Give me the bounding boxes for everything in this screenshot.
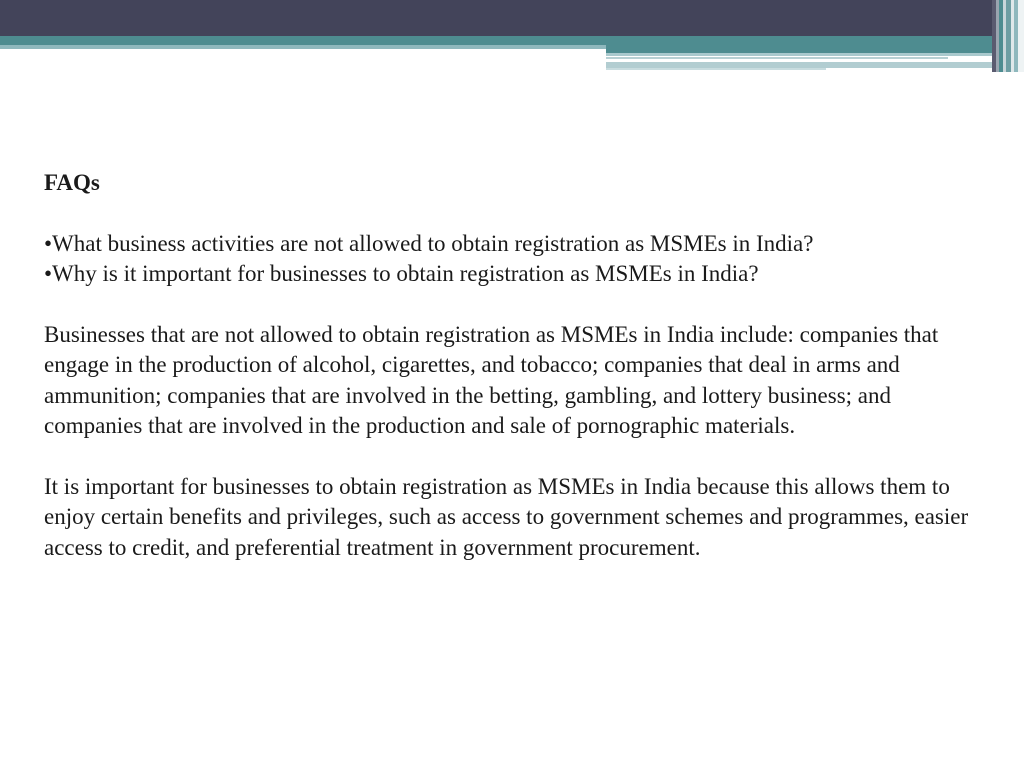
header-right-band [606,45,1024,53]
header-teal-band [0,36,1024,45]
faq-question: •What business activities are not allowed to obtain registration as MSMEs in India? [44,230,814,256]
header-thin-line [606,68,826,70]
spacer [44,442,984,472]
faq-answer: It is important for businesses to obtain registration as MSMEs in India because this allows them to enjoy certain benefits and privileges, such as access to government schemes and programmes, easier access to credit, and preferential treatment in government procurement. [44,473,969,560]
header-thin-line [606,57,948,59]
slide-body [44,168,984,563]
slide-title: FAQs [44,170,100,195]
header-right-light-band [606,53,1024,56]
spacer [44,290,984,320]
header-dark-band [0,0,1024,36]
header-vertical-stripes [992,0,1024,72]
header-light-band [0,45,606,49]
faq-question: •Why is it important for businesses to obtain registration as MSMEs in India? [44,261,759,286]
faq-answer: Businesses that are not allowed to obtain registration as MSMEs in India include: companies that engage in the production of alcohol, cigarettes, and tobacco; companies that deal in arms and ammunition; companies that are involved in the betting, gambling, and lottery business; and companies that are involved in the production and sale of pornographic materials. [44,321,939,438]
